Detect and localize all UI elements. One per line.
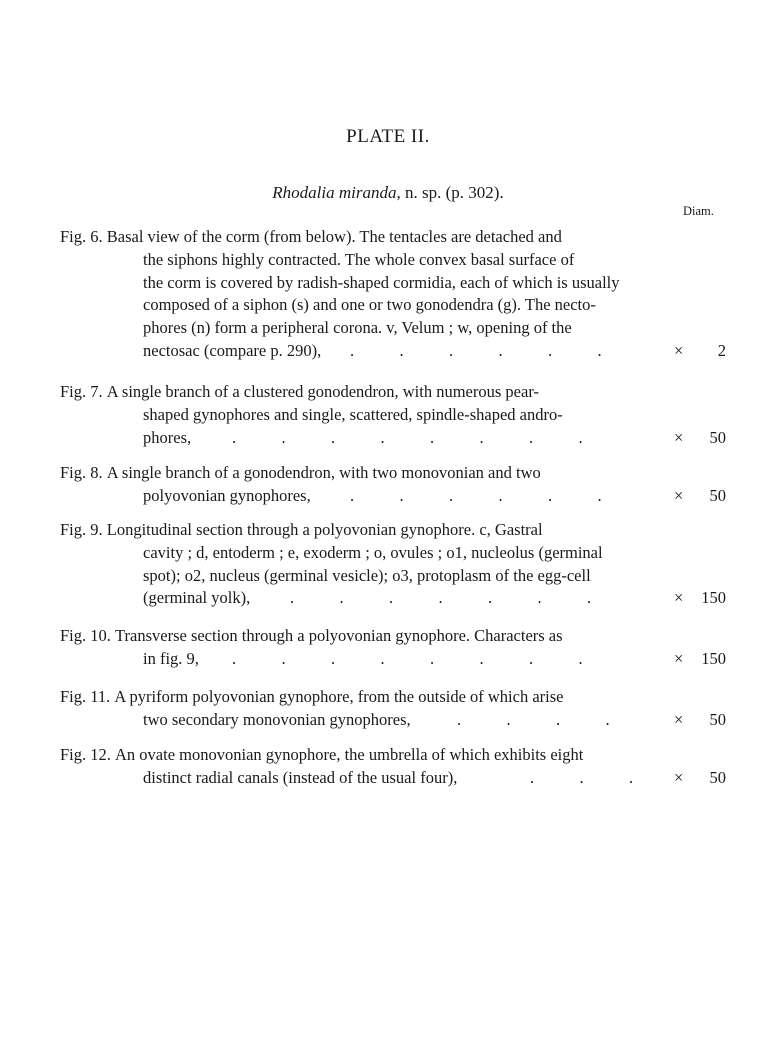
figure-description-line: the siphons highly contracted. The whole convex basal surface of bbox=[143, 249, 575, 269]
figure-label: Fig. 6. bbox=[60, 227, 103, 246]
species-heading bbox=[0, 183, 776, 203]
figure-label: Fig. 9. bbox=[60, 520, 103, 539]
figure-description-line: cavity ; d, entoderm ; e, exoderm ; o, ovules ; o1, nucleolus (germinal bbox=[143, 542, 603, 562]
dot-leader: . . . . . . bbox=[350, 485, 602, 505]
figure-label: Fig. 8. bbox=[60, 463, 103, 482]
figure-description-line: A pyriform polyovonian gynophore, from the outside of which arise bbox=[114, 687, 564, 706]
magnification-value: 2 bbox=[717, 340, 726, 360]
figure-description-line: composed of a siphon (s) and one or two gonodendra (g). The necto- bbox=[143, 295, 596, 315]
magnification-value: 50 bbox=[709, 427, 726, 447]
magnification-value: 150 bbox=[701, 588, 726, 608]
dot-leader: . . . . . . . . bbox=[232, 648, 583, 668]
diameter-column-header: Diam. bbox=[683, 204, 714, 218]
figure-description-line: phores, bbox=[143, 427, 192, 447]
times-sign: × bbox=[674, 648, 684, 668]
figure-description-line: A single branch of a gonodendron, with two monovonian and two bbox=[106, 463, 541, 482]
figure-description-line: Basal view of the corm (from below). The tentacles are detached and bbox=[106, 227, 562, 246]
figure-entry-10 bbox=[60, 625, 726, 671]
figure-description-line: in fig. 9, bbox=[143, 648, 199, 668]
figure-description-line: the corm is covered by radish-shaped cormidia, each of which is usually bbox=[143, 272, 620, 292]
times-sign: × bbox=[674, 427, 684, 447]
plate-title: PLATE II. bbox=[346, 126, 430, 147]
figure-description-line: nectosac (compare p. 290), bbox=[143, 340, 322, 360]
figure-description-line: Transverse section through a polyovonian gynophore. Characters as bbox=[115, 626, 563, 645]
figure-description-line: An ovate monovonian gynophore, the umbrella of which exhibits eight bbox=[115, 745, 584, 764]
magnification-value: 150 bbox=[701, 648, 726, 668]
species-suffix: , n. sp. (p. 302). bbox=[396, 183, 504, 202]
figure-description-line: distinct radial canals (instead of the usual four), bbox=[143, 767, 458, 787]
figure-description-line: polyovonian gynophores, bbox=[143, 485, 311, 505]
figure-description-line: (germinal yolk), bbox=[143, 588, 251, 608]
figure-description-line: phores (n) form a peripheral corona. v, Velum ; w, opening of the bbox=[143, 318, 572, 338]
figure-entry-11 bbox=[60, 686, 726, 732]
dot-leader: . . . . . . . bbox=[290, 588, 592, 608]
species-name: Rhodalia miranda bbox=[272, 183, 397, 202]
dot-leader: . . . . bbox=[457, 709, 610, 729]
magnification-value: 50 bbox=[709, 709, 726, 729]
figure-description-line: shaped gynophores and single, scattered, spindle-shaped andro- bbox=[143, 404, 563, 424]
times-sign: × bbox=[674, 767, 684, 787]
figure-label: Fig. 10. bbox=[60, 626, 111, 645]
figure-label: Fig. 7. bbox=[60, 382, 103, 401]
times-sign: × bbox=[674, 588, 684, 608]
magnification-value: 50 bbox=[709, 485, 726, 505]
figure-description-line: A single branch of a clustered gonodendron, with numerous pear- bbox=[106, 382, 539, 401]
times-sign: × bbox=[674, 340, 684, 360]
figure-entry-8 bbox=[60, 462, 726, 508]
magnification-value: 50 bbox=[709, 767, 726, 787]
dot-leader: . . . . . . . . bbox=[232, 427, 583, 447]
figure-description-line: spot); o2, nucleus (germinal vesicle); o3, protoplasm of the egg-cell bbox=[143, 565, 591, 585]
figure-description-line: two secondary monovonian gynophores, bbox=[143, 709, 411, 729]
figure-label: Fig. 11. bbox=[60, 687, 111, 706]
dot-leader: . . . . . . bbox=[350, 340, 602, 360]
figure-description-line: Longitudinal section through a polyovonian gynophore. c, Gastral bbox=[106, 520, 543, 539]
figure-entry-9 bbox=[60, 519, 726, 610]
figure-entry-12 bbox=[60, 744, 726, 790]
times-sign: × bbox=[674, 485, 684, 505]
figure-entry-6 bbox=[60, 226, 726, 363]
figure-label: Fig. 12. bbox=[60, 745, 111, 764]
dot-leader: . . . bbox=[530, 767, 634, 787]
times-sign: × bbox=[674, 709, 684, 729]
figure-entry-7 bbox=[60, 381, 726, 449]
